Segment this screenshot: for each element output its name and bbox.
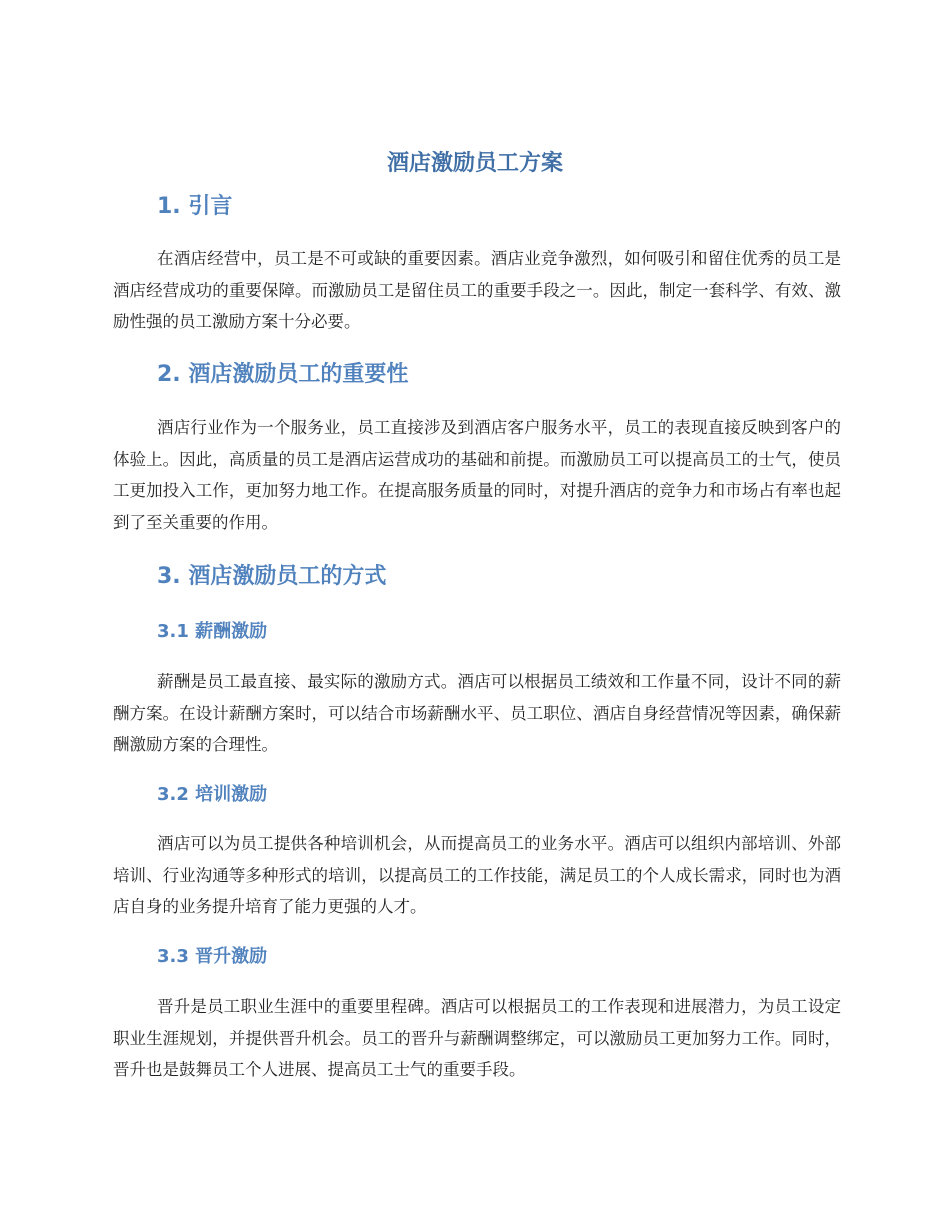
subsection-heading-training: 3.2 培训激励 [157, 784, 268, 805]
section-heading-methods: 3. 酒店激励员工的方式 [157, 564, 387, 589]
section-paragraph-importance: 酒店行业作为一个服务业，员工直接涉及到酒店客户服务水平，员工的表现直接反映到客户的体验上。因此，高质量的员工是酒店运营成功的基础和前提。而激励员工可以提高员工的士气，使员工更加投入工作，更加努力地工作。在提高服务质量的同时，对提升酒店的竞争力和市场占有率也起到了至关重要的作用。 [113, 418, 841, 532]
subsection-paragraph-training: 酒店可以为员工提供各种培训机会，从而提高员工的业务水平。酒店可以组织内部培训、外部培训、行业沟通等多种形式的培训，以提高员工的工作技能，满足员工的个人成长需求，同时也为酒店自身的业务提升培育了能力更强的人才。 [113, 834, 841, 916]
subsection-heading-promotion: 3.3 晋升激励 [157, 946, 268, 967]
subsection-paragraph-promotion: 晋升是员工职业生涯中的重要里程碑。酒店可以根据员工的工作表现和进展潜力，为员工设定职业生涯规划，并提供晋升机会。员工的晋升与薪酬调整绑定，可以激励员工更加努力工作。同时，晋升也是鼓舞员工个人进展、提高员工士气的重要手段。 [113, 997, 841, 1079]
section-heading-introduction: 1. 引言 [157, 194, 233, 219]
subsection-paragraph-salary: 薪酬是员工最直接、最实际的激励方式。酒店可以根据员工绩效和工作量不同，设计不同的薪酬方案。在设计薪酬方案时，可以结合市场薪酬水平、员工职位、酒店自身经营情况等因素，确保薪酬激励方案的合理性。 [113, 672, 841, 754]
subsection-heading-salary: 3.1 薪酬激励 [157, 621, 268, 642]
section-paragraph-introduction: 在酒店经营中，员工是不可或缺的重要因素。酒店业竞争激烈，如何吸引和留住优秀的员工是酒店经营成功的重要保障。而激励员工是留住员工的重要手段之一。因此，制定一套科学、有效、激励性强的员工激励方案十分必要。 [113, 249, 841, 331]
section-heading-importance: 2. 酒店激励员工的重要性 [157, 362, 409, 387]
document-title: 酒店激励员工方案 [386, 151, 563, 176]
